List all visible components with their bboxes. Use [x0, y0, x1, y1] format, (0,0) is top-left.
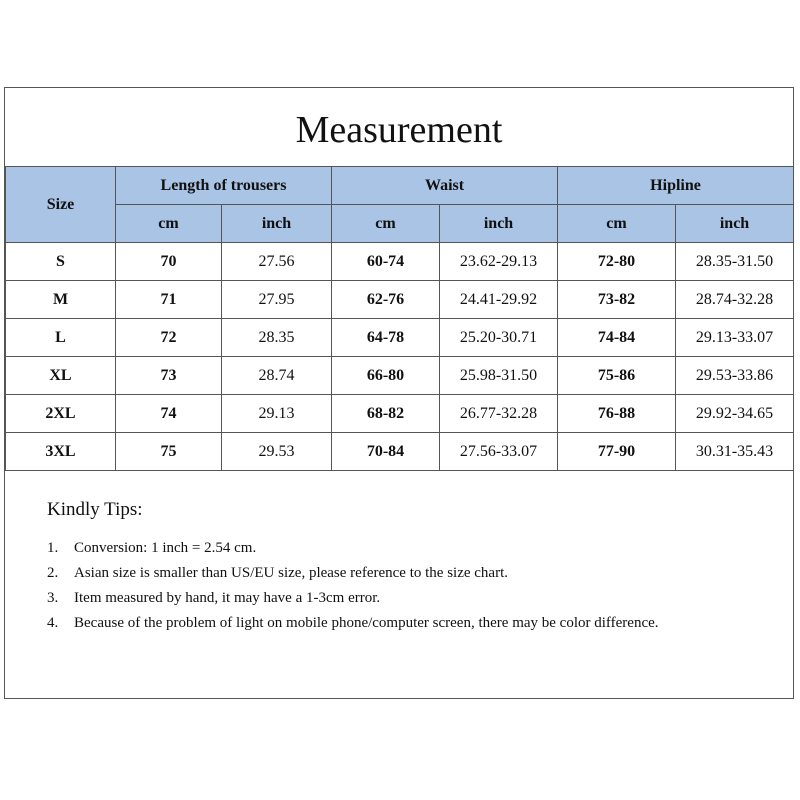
- tip-text: Because of the problem of light on mobile phone/computer screen, there may be color difference.: [74, 615, 659, 631]
- unit-header: inch: [440, 205, 558, 243]
- table-cell: 29.13: [222, 395, 332, 433]
- table-cell: 30.31-35.43: [676, 433, 794, 471]
- table-cell: 27.56: [222, 243, 332, 281]
- size-cell: L: [6, 319, 116, 357]
- table-cell: 76-88: [558, 395, 676, 433]
- tip-number: 4.: [47, 615, 59, 631]
- table-cell: 72-80: [558, 243, 676, 281]
- size-cell: M: [6, 281, 116, 319]
- table-cell: 27.56-33.07: [440, 433, 558, 471]
- table-cell: 71: [116, 281, 222, 319]
- table-cell: 28.74-32.28: [676, 281, 794, 319]
- table-cell: 25.20-30.71: [440, 319, 558, 357]
- table-row: [6, 395, 794, 433]
- table-cell: 62-76: [332, 281, 440, 319]
- table-cell: 29.92-34.65: [676, 395, 794, 433]
- table-cell: 23.62-29.13: [440, 243, 558, 281]
- group-header-hipline: Hipline: [558, 167, 794, 205]
- table-cell: 70: [116, 243, 222, 281]
- table-cell: 27.95: [222, 281, 332, 319]
- measurement-frame: [4, 87, 794, 699]
- table-body: [6, 243, 794, 471]
- header-row-units: [6, 205, 794, 243]
- table-cell: 29.53: [222, 433, 332, 471]
- tip-number: 3.: [47, 590, 59, 606]
- unit-header: inch: [222, 205, 332, 243]
- table-row: [6, 243, 794, 281]
- tips-list: [47, 536, 767, 636]
- size-cell: 3XL: [6, 433, 116, 471]
- group-header-length: Length of trousers: [116, 167, 332, 205]
- table-cell: 66-80: [332, 357, 440, 395]
- table-cell: 25.98-31.50: [440, 357, 558, 395]
- table-cell: 73: [116, 357, 222, 395]
- size-cell: S: [6, 243, 116, 281]
- table-cell: 24.41-29.92: [440, 281, 558, 319]
- table-cell: 60-74: [332, 243, 440, 281]
- size-header: Size: [6, 167, 116, 243]
- table-row: [6, 319, 794, 357]
- table-cell: 77-90: [558, 433, 676, 471]
- tip-item: [47, 586, 767, 611]
- table-cell: 26.77-32.28: [440, 395, 558, 433]
- tip-text: Item measured by hand, it may have a 1-3cm error.: [74, 590, 381, 606]
- table-cell: 70-84: [332, 433, 440, 471]
- table-cell: 29.13-33.07: [676, 319, 794, 357]
- table-cell: 74: [116, 395, 222, 433]
- tip-text: Conversion: 1 inch = 2.54 cm.: [74, 540, 257, 556]
- tips-section: [47, 498, 767, 636]
- table-cell: 73-82: [558, 281, 676, 319]
- table-cell: 75-86: [558, 357, 676, 395]
- table-cell: 74-84: [558, 319, 676, 357]
- table-cell: 28.35: [222, 319, 332, 357]
- tips-title: Kindly Tips:: [47, 499, 143, 520]
- table-cell: 28.74: [222, 357, 332, 395]
- table-cell: 64-78: [332, 319, 440, 357]
- tip-item: [47, 561, 767, 586]
- table-row: [6, 281, 794, 319]
- unit-header: inch: [676, 205, 794, 243]
- size-cell: XL: [6, 357, 116, 395]
- table-cell: 28.35-31.50: [676, 243, 794, 281]
- group-header-waist: Waist: [332, 167, 558, 205]
- table-row: [6, 357, 794, 395]
- unit-header: cm: [332, 205, 440, 243]
- page-title: Measurement: [295, 109, 503, 151]
- tip-text: Asian size is smaller than US/EU size, please reference to the size chart.: [74, 565, 508, 581]
- table-cell: 29.53-33.86: [676, 357, 794, 395]
- tip-number: 2.: [47, 565, 59, 581]
- unit-header: cm: [558, 205, 676, 243]
- tip-number: 1.: [47, 540, 59, 556]
- tip-item: [47, 536, 767, 561]
- table-cell: 72: [116, 319, 222, 357]
- table-row: [6, 433, 794, 471]
- table-cell: 68-82: [332, 395, 440, 433]
- unit-header: cm: [116, 205, 222, 243]
- table-cell: 75: [116, 433, 222, 471]
- size-cell: 2XL: [6, 395, 116, 433]
- header-row-groups: [6, 167, 794, 205]
- tip-item: [47, 611, 767, 636]
- size-chart-table: [5, 166, 794, 471]
